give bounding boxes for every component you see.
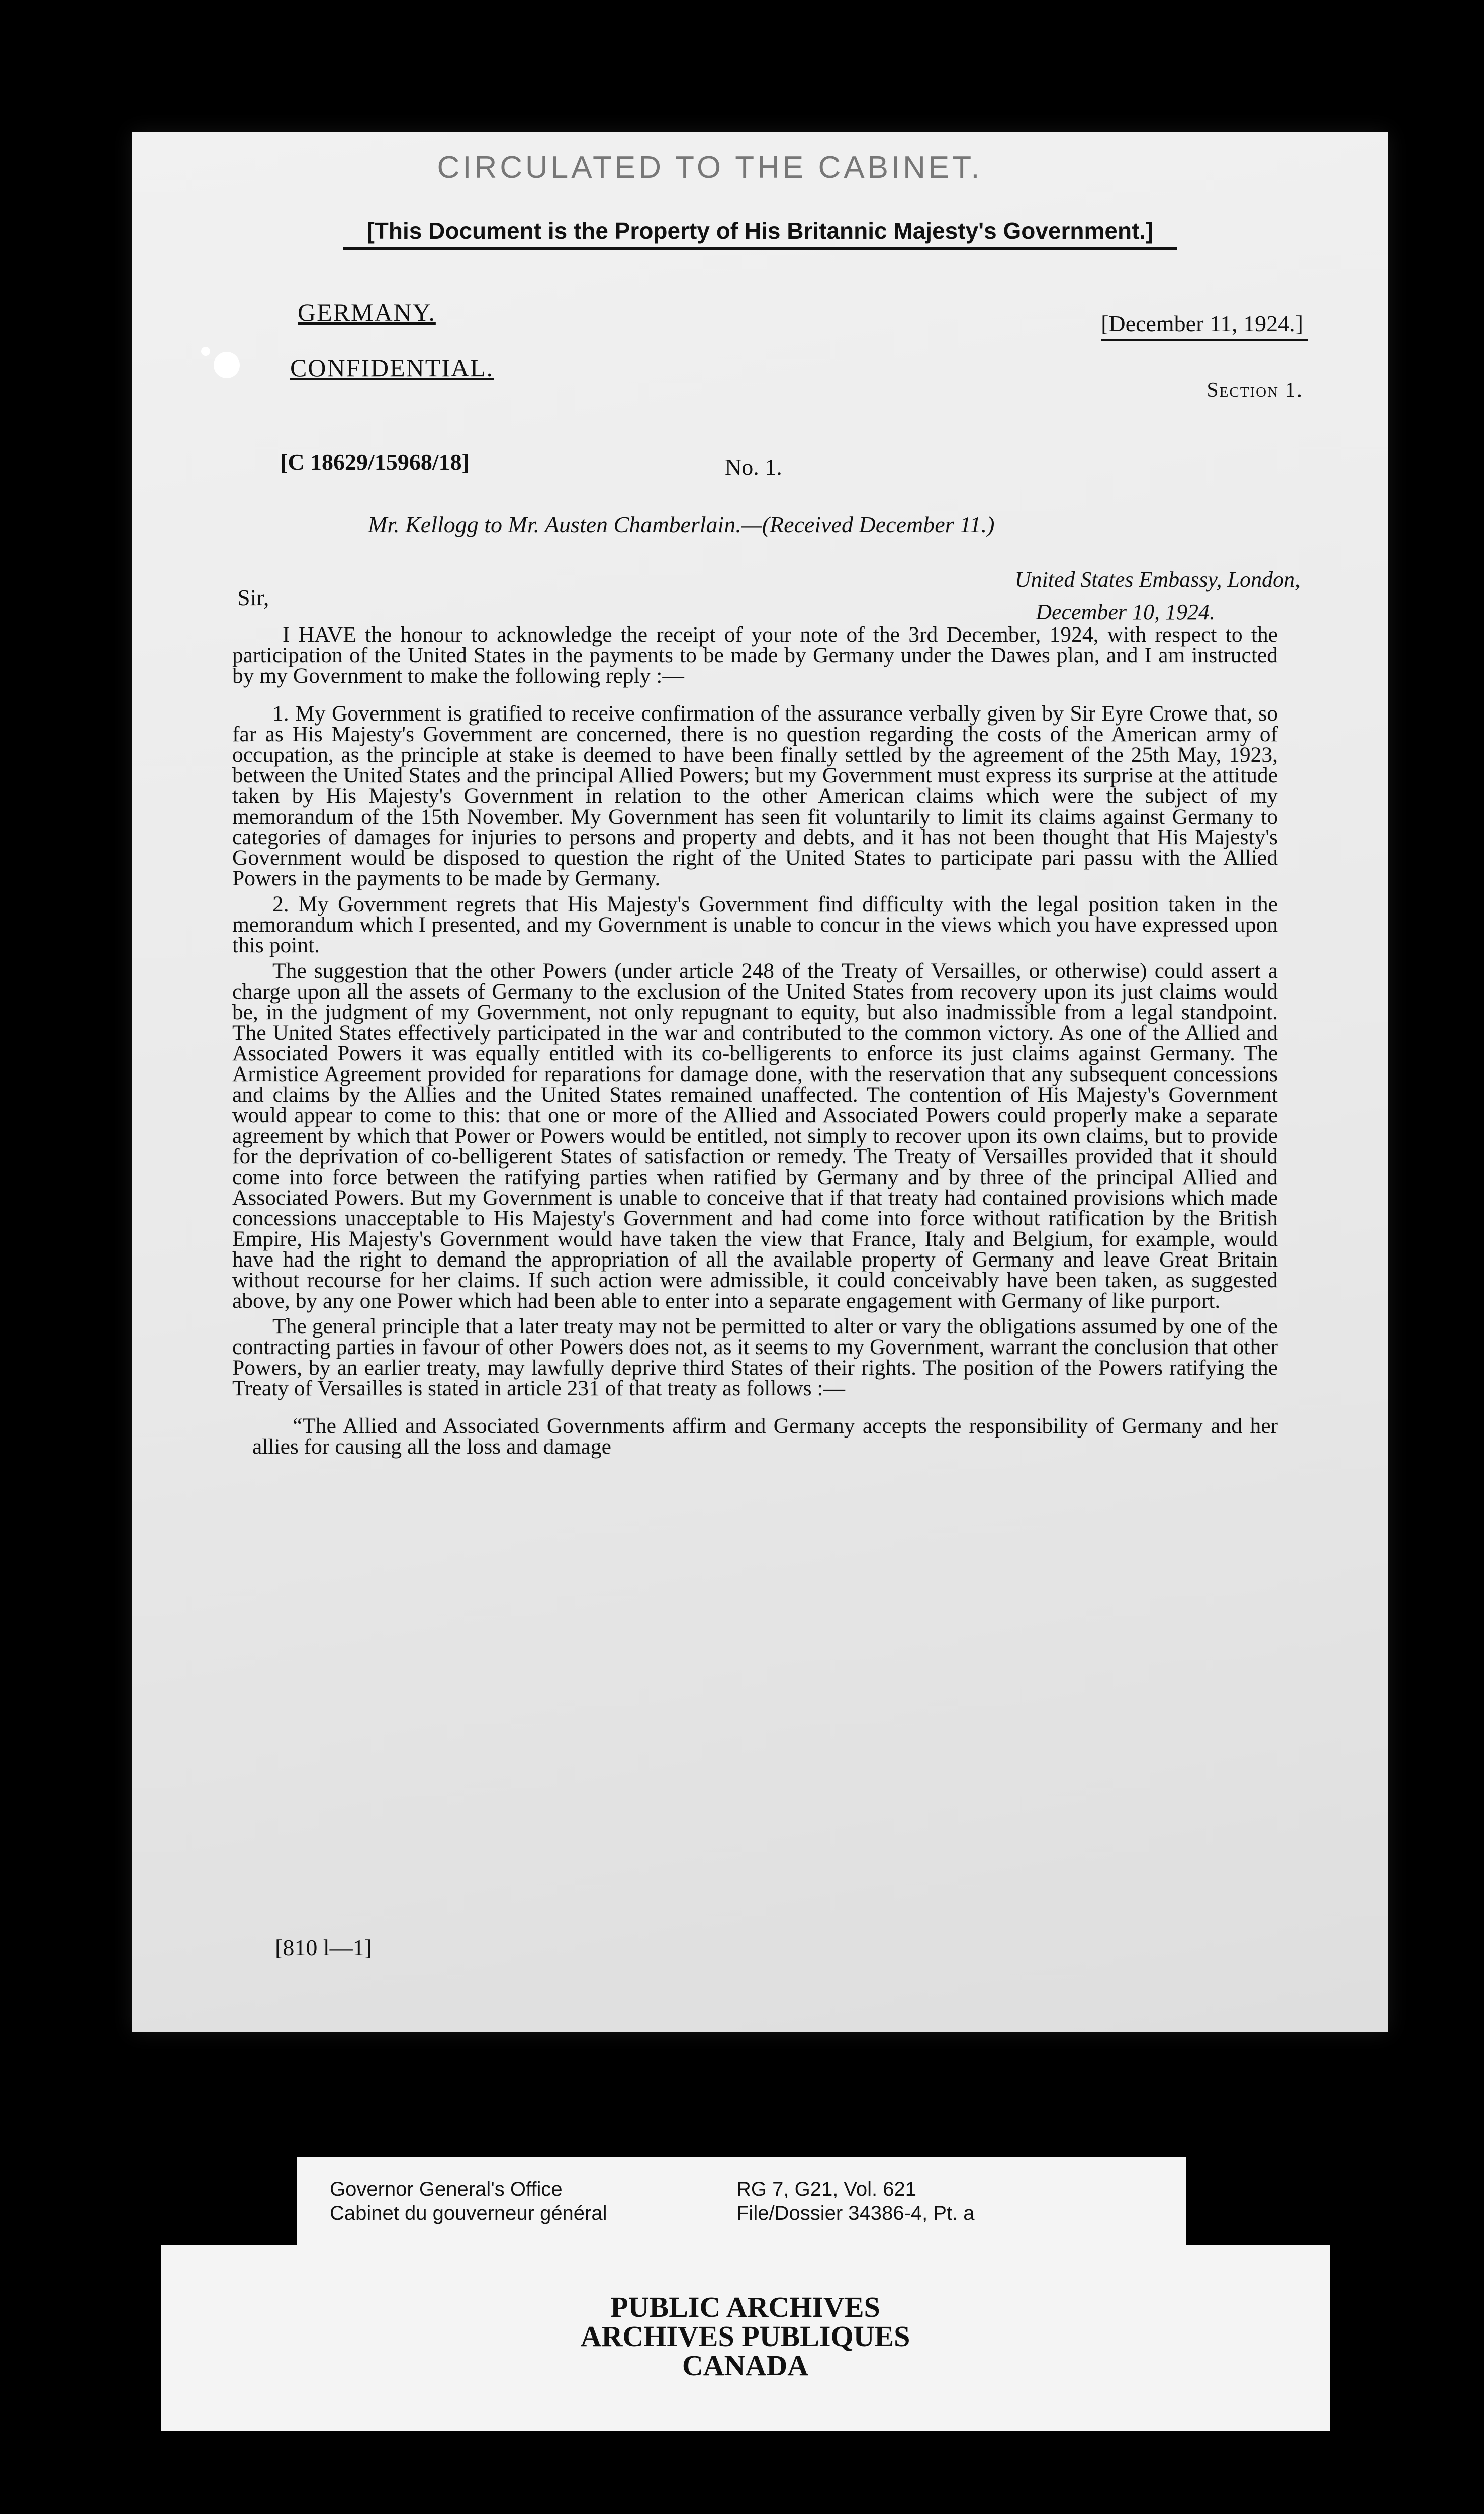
letter-body <box>232 624 1278 1462</box>
letter-date: December 10, 1924. <box>1036 600 1215 624</box>
country-heading: GERMANY. <box>298 298 436 326</box>
archives-stamp <box>161 2245 1330 2431</box>
reference-code: [C 18629/15968/18] <box>280 449 470 475</box>
property-notice: [This Document is the Property of His Britannic Majesty's Government.] <box>343 217 1177 250</box>
archive-reference-label <box>297 2157 1186 2248</box>
section-label: Section 1. <box>1207 379 1303 402</box>
document-date: [December 11, 1924.] <box>1101 310 1308 341</box>
treaty-quote: “The Allied and Associated Governments affirm and Germany accepts the responsibility of Germany and her allies for causing all the loss and damage <box>252 1414 1278 1459</box>
letter-place: United States Embassy, London, <box>1014 567 1301 592</box>
file-dossier: File/Dossier 34386-4, Pt. a <box>736 2202 975 2224</box>
paragraph-1: 1. My Government is gratified to receive confirmation of the assurance verbally given by Sir Eyre Crowe that, so far as His Majesty's Government are concerned, there is no question regarding the costs of the American army of occupation, as the principle at stake is deemed to have been finally settled by the agreement of the 25th May, 1923, between the United States and the principal Allied Powers; but my Government must express its surprise at the attitude taken by His Majesty's Government in relation to the other American claims which were the subject of my memorandum of the 15th November. My Government has seen fit voluntarily to limit its claims against Germany to categories of damages for injuries to persons and property and debts, and it has not been thought that His Majesty's Government would be disposed to question the right of the United States to participate pari passu with the Allied Powers in the payments to be made by Germany. <box>232 701 1278 890</box>
document-number: No. 1. <box>725 454 782 480</box>
circulated-stamp: CIRCULATED TO THE CABINET. <box>437 150 983 185</box>
office-english: Governor General's Office <box>330 2178 563 2200</box>
record-group: RG 7, G21, Vol. 621 <box>736 2178 916 2200</box>
archives-english: PUBLIC ARCHIVES <box>610 2291 880 2323</box>
paragraph-2: 2. My Government regrets that His Majesty's Government find difficulty with the legal position taken in the memorandum which I presented, and my Government is unable to concur in the views which you have expressed upon this point. <box>232 892 1278 957</box>
letter-heading: Mr. Kellogg to Mr. Austen Chamberlain.—(Received December 11.) <box>368 512 995 537</box>
paragraph-3: The suggestion that the other Powers (under article 248 of the Treaty of Versailles, or otherwise) could assert a charge upon all the assets of Germany to the exclusion of the United States from recovery upon its just claims would be, in the judgment of my Government, not only repugnant to equity, but also inadmissible from a legal standpoint. The United States effectively participated in the war and contributed to the common victory. As one of the Allied and Associated Powers it was equally entitled with its co-belligerents to enforce its just claims against Germany. The Armistice Agreement provided for reparations for damage done, with the reservation that any subsequent concessions and claims by the Allies and the United States remained unaffected. The contention of His Majesty's Government would appear to come to this: that one or more of the Allied and Associated Powers could properly make a separate agreement by which that Power or Powers would be entitled, not simply to recover upon its own claims, but to provide for the deprivation of co-belligerent States of satisfaction or remedy. The Treaty of Versailles provided that it should come into force between the ratifying parties when ratified by Germany and by three of the principal Allied and Associated Powers. But my Government is unable to conceive that if that treaty had contained provisions which made concessions unacceptable to His Majesty's Government and had come into force without ratification by the British Empire, His Majesty's Government would have taken the view that France, Italy and Belgium, for example, would have had the right to demand the appropriation of all the available property of Germany and leave Great Britain without recourse for her claims. If such action were admissible, it could conceivably have been taken, as suggested above, by any one Power which had been able to enter into a separate engagement with Germany of like purport. <box>232 959 1278 1313</box>
document-page <box>132 132 1388 2032</box>
classification-heading: CONFIDENTIAL. <box>290 353 494 382</box>
punch-hole <box>214 352 240 378</box>
archives-country: CANADA <box>682 2349 809 2382</box>
paragraph-intro: I HAVE the honour to acknowledge the receipt of your note of the 3rd December, 1924, with respect to the participation of the United States in the payments to be made by Germany under the Dawes plan, and I am instructed by my Government to make the following reply :— <box>232 622 1278 688</box>
paragraph-4: The general principle that a later treaty may not be permitted to alter or vary the obligations assumed by one of the contracting parties in favour of other Powers does not, as it seems to my Government, warrant the conclusion that other Powers, by an earlier treaty, may lawfully deprive third States of their rights. The position of the Powers ratifying the Treaty of Versailles is stated in article 231 of that treaty as follows :— <box>232 1314 1278 1400</box>
print-code: [810 l—1] <box>275 1935 372 1960</box>
office-french: Cabinet du gouverneur général <box>330 2202 607 2224</box>
salutation: Sir, <box>237 585 269 610</box>
punch-mark <box>201 347 210 356</box>
archives-french: ARCHIVES PUBLIQUES <box>580 2320 910 2353</box>
